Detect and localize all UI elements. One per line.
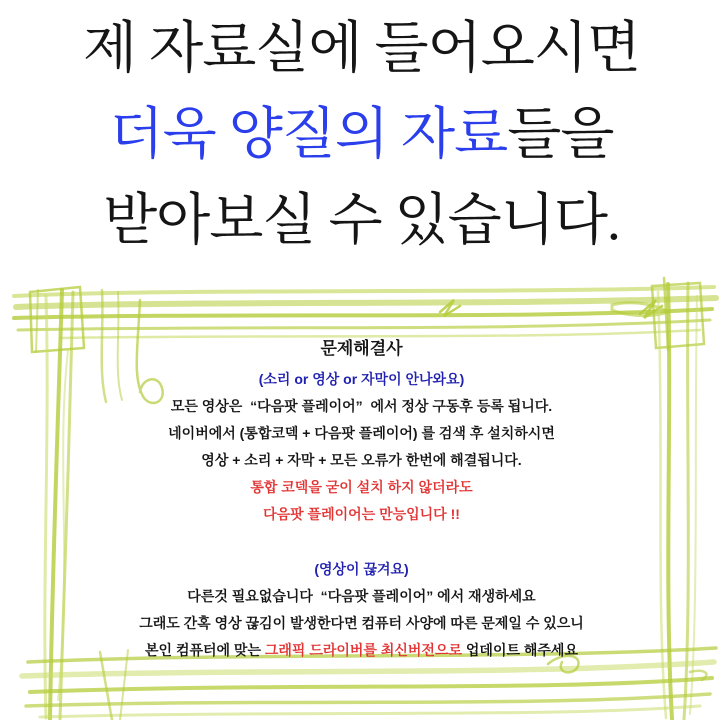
- intro-line-1: 제 자료실에 들어오시면: [83, 18, 640, 80]
- intro-line-2: [0, 92, 723, 178]
- troubleshooter-title: 문제해결사: [320, 339, 403, 358]
- audio-section-heading: (소리 or 영상 or 자막이 안나와요): [258, 371, 465, 387]
- audio-line-3: 영상 + 소리 + 자막 + 모든 오류가 한번에 해결됩니다.: [201, 452, 522, 468]
- audio-red-line-1: 통합 코덱을 굳이 설치 하지 않더라도: [250, 479, 473, 495]
- stutter-line-2: 그래도 간혹 영상 끊김이 발생한다면 컴퓨터 사양에 따른 문제일 수 있으니: [139, 615, 584, 631]
- intro-message: [0, 6, 723, 264]
- stutter-section-heading: (영상이 끊겨요): [314, 561, 409, 577]
- stutter-line-3-pre: 본인 컴퓨터에 맞는: [145, 642, 265, 658]
- troubleshooter-panel: [45, 338, 678, 664]
- intro-line-3: 받아보실 수 있습니다.: [103, 190, 620, 252]
- stutter-line-3-red: 그래픽 드라이버를 최신버전으로: [264, 642, 462, 658]
- intro-line-2-highlight: 더욱 양질의 자료: [109, 104, 508, 166]
- stutter-line-3: [45, 637, 678, 664]
- audio-red-line-2: 다음팟 플레이어는 만능입니다 !!: [263, 506, 460, 522]
- audio-line-1: 모든 영상은 “다음팟 플레이어” 에서 정상 구동후 등록 됩니다.: [170, 398, 553, 414]
- stutter-line-1: 다른것 필요없습니다 “다음팟 플레이어” 에서 재생하세요: [187, 588, 536, 604]
- audio-line-2: 네이버에서 (통합코덱 + 다음팟 플레이어) 를 검색 후 설치하시면: [168, 425, 555, 441]
- section-gap: [45, 528, 678, 556]
- intro-line-2-rest: 들을: [507, 104, 614, 166]
- stutter-line-3-post: 업데이트 해주세요: [462, 642, 578, 658]
